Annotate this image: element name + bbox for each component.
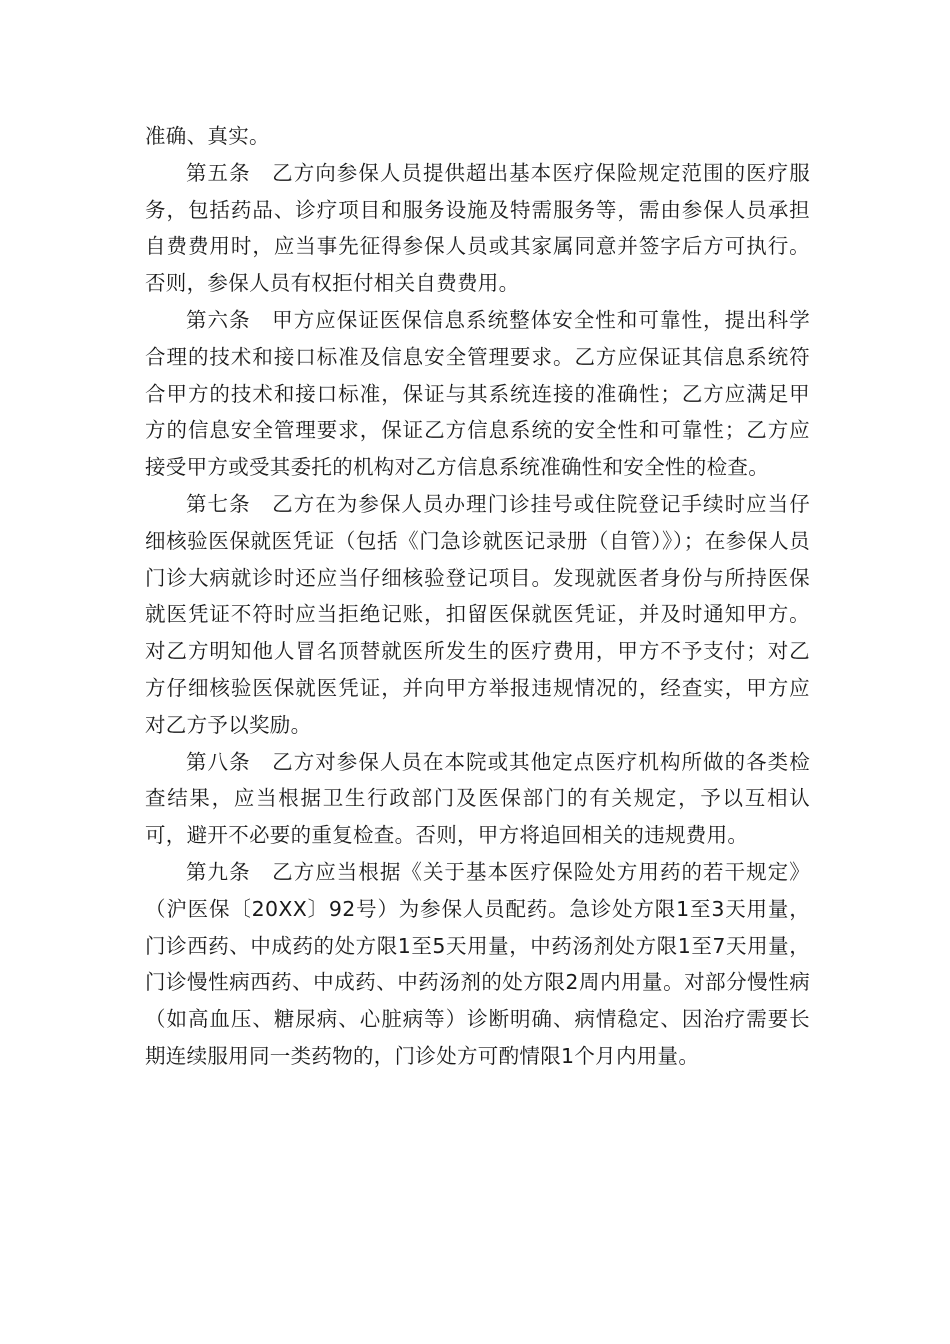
- article-5-paragraph: [145, 155, 810, 302]
- article-text: 乙方在为参保人员办理门诊挂号或住院登记手续时应当仔细核验医保就医凭证（包括《门急诊就医记录册（自管）》）；在参保人员门诊大病就诊时还应当仔细核验登记项目。发现就医者身份与所持医保就医凭证不符时应当拒绝记账，扣留医保就医凭证，并及时通知甲方。对乙方明知他人冒名顶替就医所发生的医疗费用，甲方不予支付；对乙方仔细核验医保就医凭证，并向甲方举报违规情况的，经查实，甲方应对乙方予以奖励。: [145, 491, 811, 737]
- article-9-paragraph: [145, 854, 810, 1075]
- article-text: 乙方对参保人员在本院或其他定点医疗机构所做的各类检查结果，应当根据卫生行政部门及医保部门的有关规定，予以互相认可，避开不必要的重复检查。否则，甲方将追回相关的违规费用。: [145, 749, 811, 848]
- paragraph-text: 准确、真实。: [145, 124, 270, 148]
- article-text: 乙方应当根据《关于基本医疗保险处方用药的若干规定》（沪医保〔20XX〕92号）为参保人员配药。急诊处方限1至3天用量，门诊西药、中成药的处方限1至5天用量，中药汤剂处方限1至7天用量，门诊慢性病西药、中成药、中药汤剂的处方限2周内用量。对部分慢性病（如高血压、糖尿病、心脏病等）诊断明确、病情稳定、因治疗需要长期连续服用同一类药物的，门诊处方可酌情限1个月内用量。: [145, 859, 811, 1068]
- article-6-paragraph: [145, 302, 810, 486]
- article-number: 第八条: [186, 749, 251, 774]
- article-text: 乙方向参保人员提供超出基本医疗保险规定范围的医疗服务，包括药品、诊疗项目和服务设施及特需服务等，需由参保人员承担自费费用时，应当事先征得参保人员或其家属同意并签字后方可执行。否则，参保人员有权拒付相关自费费用。: [145, 160, 811, 296]
- article-number: 第六条: [186, 307, 251, 332]
- paragraph-continuation: [145, 118, 810, 155]
- article-8-paragraph: [145, 744, 810, 854]
- article-number: 第七条: [186, 491, 251, 516]
- article-7-paragraph: [145, 486, 810, 744]
- article-number: 第九条: [186, 859, 251, 884]
- document-body: [145, 118, 810, 1075]
- article-number: 第五条: [186, 160, 251, 185]
- article-text: 甲方应保证医保信息系统整体安全性和可靠性，提出科学合理的技术和接口标准及信息安全管理要求。乙方应保证其信息系统符合甲方的技术和接口标准，保证与其系统连接的准确性；乙方应满足甲方的信息安全管理要求，保证乙方信息系统的安全性和可靠性；乙方应接受甲方或受其委托的机构对乙方信息系统准确性和安全性的检查。: [145, 307, 811, 480]
